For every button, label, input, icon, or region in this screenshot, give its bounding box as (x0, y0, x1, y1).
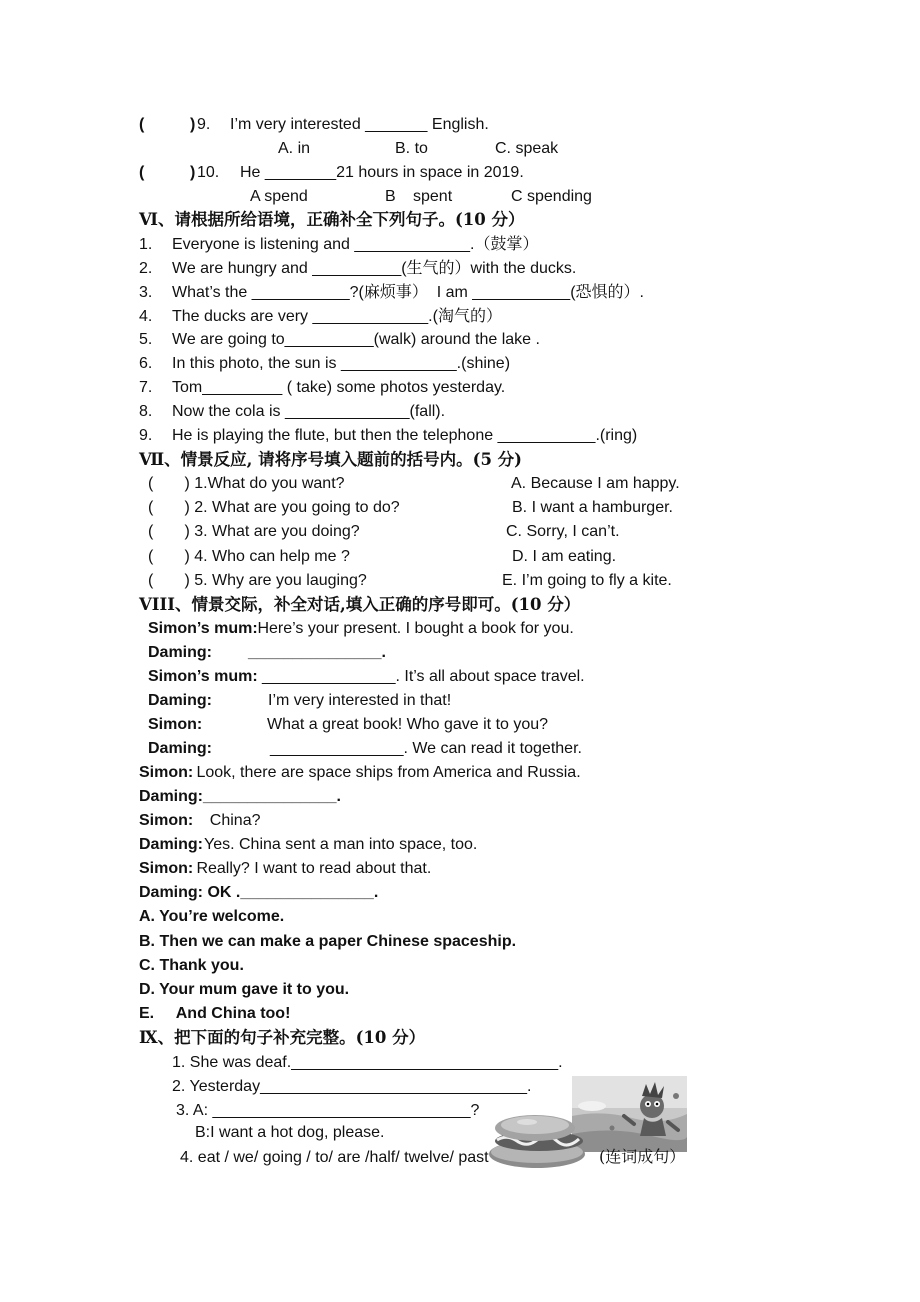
dialog-text: China? (192, 812, 261, 829)
speaker: Daming: (139, 788, 203, 805)
dialog-option: D. Your mum gave it to you. (139, 981, 350, 998)
response-answer: D. I am eating. (512, 548, 617, 565)
complete-sentence: 3. A: _____________________________? (176, 1102, 480, 1119)
option-b: B (385, 188, 396, 205)
section-7-title: Ⅶ、情景反应, 请将序号填入题前的括号内。(5 分) (139, 450, 522, 469)
dialog-text: _______________. It’s all about space travel. (262, 668, 585, 685)
fill-sentence: In this photo, the sun is _____________.(shine) (172, 355, 511, 372)
dialog-option: E. And China too! (139, 1005, 291, 1022)
complete-sentence: 4. eat / we/ going / to/ are /half/ twelve/ past (180, 1149, 489, 1166)
answer-paren-open: ( (139, 116, 145, 133)
option-c: C. speak (495, 140, 559, 157)
option-b: B. to (395, 140, 428, 157)
dialog-text: Here’s your present. I bought a book for you. (253, 620, 574, 637)
answer-paren-close: ) (190, 116, 196, 133)
response-answer: C. Sorry, I can’t. (506, 523, 620, 540)
option-a: A spend (250, 188, 308, 205)
dialog-option: C. Thank you. (139, 957, 244, 974)
question-number: 10. (197, 164, 220, 181)
dialog-text: What a great book! Who gave it to you? (267, 716, 549, 733)
response-answer: B. I want a hamburger. (512, 499, 673, 516)
fill-sentence: We are hungry and __________(生气的）with the ducks. (172, 260, 577, 277)
section-9-title: Ⅸ、把下面的句子补充完整。(10 分） (139, 1028, 426, 1047)
speaker: Simon: (139, 764, 194, 781)
fill-sentence: We are going to__________(walk) around the lake . (172, 331, 540, 348)
complete-sentence: 1. She was deaf.______________________________. (172, 1054, 563, 1071)
speaker: Daming: (148, 692, 212, 709)
complete-sentence: B:I want a hot dog, please. (195, 1124, 385, 1141)
fill-sentence: Everyone is listening and _____________.（鼓掌） (172, 236, 539, 253)
cartoon-character-picture (572, 1076, 687, 1152)
item-number: 6. (139, 355, 153, 372)
response-question: ( ) 5. Why are you lauging? (148, 572, 367, 589)
complete-sentence: 2. Yesterday______________________________. (172, 1078, 532, 1095)
fill-sentence: Tom_________ ( take) some photos yesterday. (172, 379, 506, 396)
dialog-blank: _______________. (248, 644, 386, 661)
speaker: Simon: (139, 812, 194, 829)
option-c: C spending (511, 188, 592, 205)
speaker: Simon’s mum: (148, 668, 258, 685)
item-number: 8. (139, 403, 153, 420)
speaker: Daming: (148, 740, 212, 757)
section-8-title: VIII、情景交际，补全对话,填入正确的序号即可。(10 分） (139, 595, 581, 614)
dialog-blank: OK ._______________. (203, 884, 379, 901)
dialog-option: B. Then we can make a paper Chinese spaceship. (139, 933, 517, 950)
fill-sentence: What’s the ___________?(麻烦事） I am ___________(恐惧的）. (172, 284, 644, 301)
question-stem: He ________21 hours in space in 2019. (240, 164, 524, 181)
item-number: 4. (139, 308, 153, 325)
fill-sentence: The ducks are very _____________.(淘气的） (172, 308, 502, 325)
dialog-text: Look, there are space ships from America and Russia. (192, 764, 581, 781)
item-number: 9. (139, 427, 153, 444)
question-number: 9. (197, 116, 211, 133)
item-number: 2. (139, 260, 153, 277)
option-a: A. in (278, 140, 311, 157)
speaker: Simon: (139, 860, 194, 877)
question-stem: I’m very interested _______ English. (230, 116, 489, 133)
item-number: 5. (139, 331, 153, 348)
dialog-text: Really? I want to read about that. (192, 860, 432, 877)
response-question: ( ) 2. What are you going to do? (148, 499, 400, 516)
item-number: 3. (139, 284, 153, 301)
dialog-blank: _______________. (203, 788, 341, 805)
response-answer: E. I’m going to fly a kite. (502, 572, 672, 589)
response-question: ( ) 3. What are you doing? (148, 523, 360, 540)
item-number: 1. (139, 236, 153, 253)
section-6-title: Ⅵ、请根据所给语境，正确补全下列句子。(10 分） (139, 210, 525, 229)
response-question: ( ) 4. Who can help me ? (148, 548, 350, 565)
speaker: Daming: (139, 836, 203, 853)
instruction-note: (连词成句） (599, 1147, 686, 1166)
hot-dog-picture (487, 1108, 587, 1170)
item-number: 7. (139, 379, 153, 396)
speaker: Daming: (148, 644, 212, 661)
option-b-text: spent (413, 188, 453, 205)
speaker: Daming: (139, 884, 203, 901)
fill-sentence: He is playing the flute, but then the telephone ___________.(ring) (172, 427, 638, 444)
response-question: ( ) 1.What do you want? (148, 475, 345, 492)
dialog-text: _______________. We can read it together. (270, 740, 582, 757)
speaker: Simon’s mum: (148, 620, 258, 637)
answer-paren-open: ( (139, 164, 145, 181)
dialog-text: I’m very interested in that! (268, 692, 452, 709)
speaker: Simon: (148, 716, 203, 733)
dialog-option: A. You’re welcome. (139, 908, 285, 925)
fill-sentence: Now the cola is ______________(fall). (172, 403, 446, 420)
response-answer: A. Because I am happy. (511, 475, 680, 492)
answer-paren-close: ) (190, 164, 196, 181)
dialog-text: Yes. China sent a man into space, too. (204, 836, 478, 853)
